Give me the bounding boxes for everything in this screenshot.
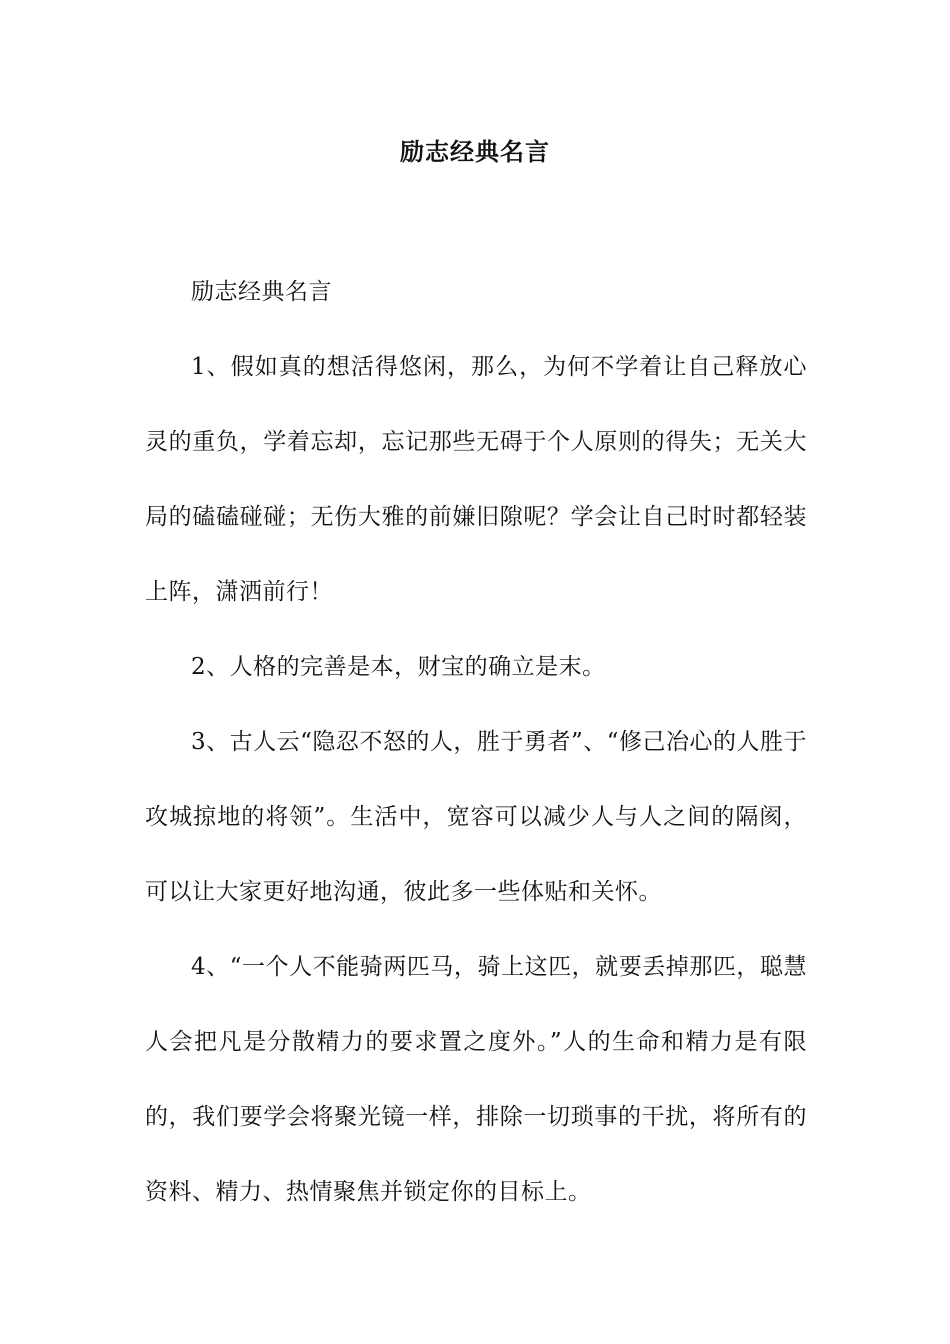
paragraph-2: 2、人格的完善是本，财宝的确立是末。 xyxy=(191,654,606,680)
paragraph-3: 3、古人云“隐忍不怒的人，胜于勇者”、“修己冶心的人胜于攻城掠地的将领”。生活中，宽容可以减少人与人之间的隔阂，可以让大家更好地沟通，彼此多一些体贴和关怀。 xyxy=(145,729,807,905)
paragraph-1: 1、假如真的想活得悠闲，那么，为何不学着让自己释放心灵的重负，学着忘却，忘记那些无碍于个人原则的得失；无关大局的磕磕碰碰；无伤大雅的前嫌旧隙呢？学会让自己时时都轻装上阵，潇洒前行！ xyxy=(145,354,807,605)
document-body xyxy=(145,255,807,1230)
document-title: 励志经典名言 xyxy=(400,137,550,166)
paragraph-4: 4、“一个人不能骑两匹马，骑上这匹，就要丢掉那匹，聪慧人会把凡是分散精力的要求置之度外。”人的生命和精力是有限的，我们要学会将聚光镜一样，排除一切琐事的干扰，将所有的资料、精力、热情聚焦并锁定你的目标上。 xyxy=(145,954,807,1205)
paragraph-subtitle: 励志经典名言 xyxy=(191,279,332,305)
